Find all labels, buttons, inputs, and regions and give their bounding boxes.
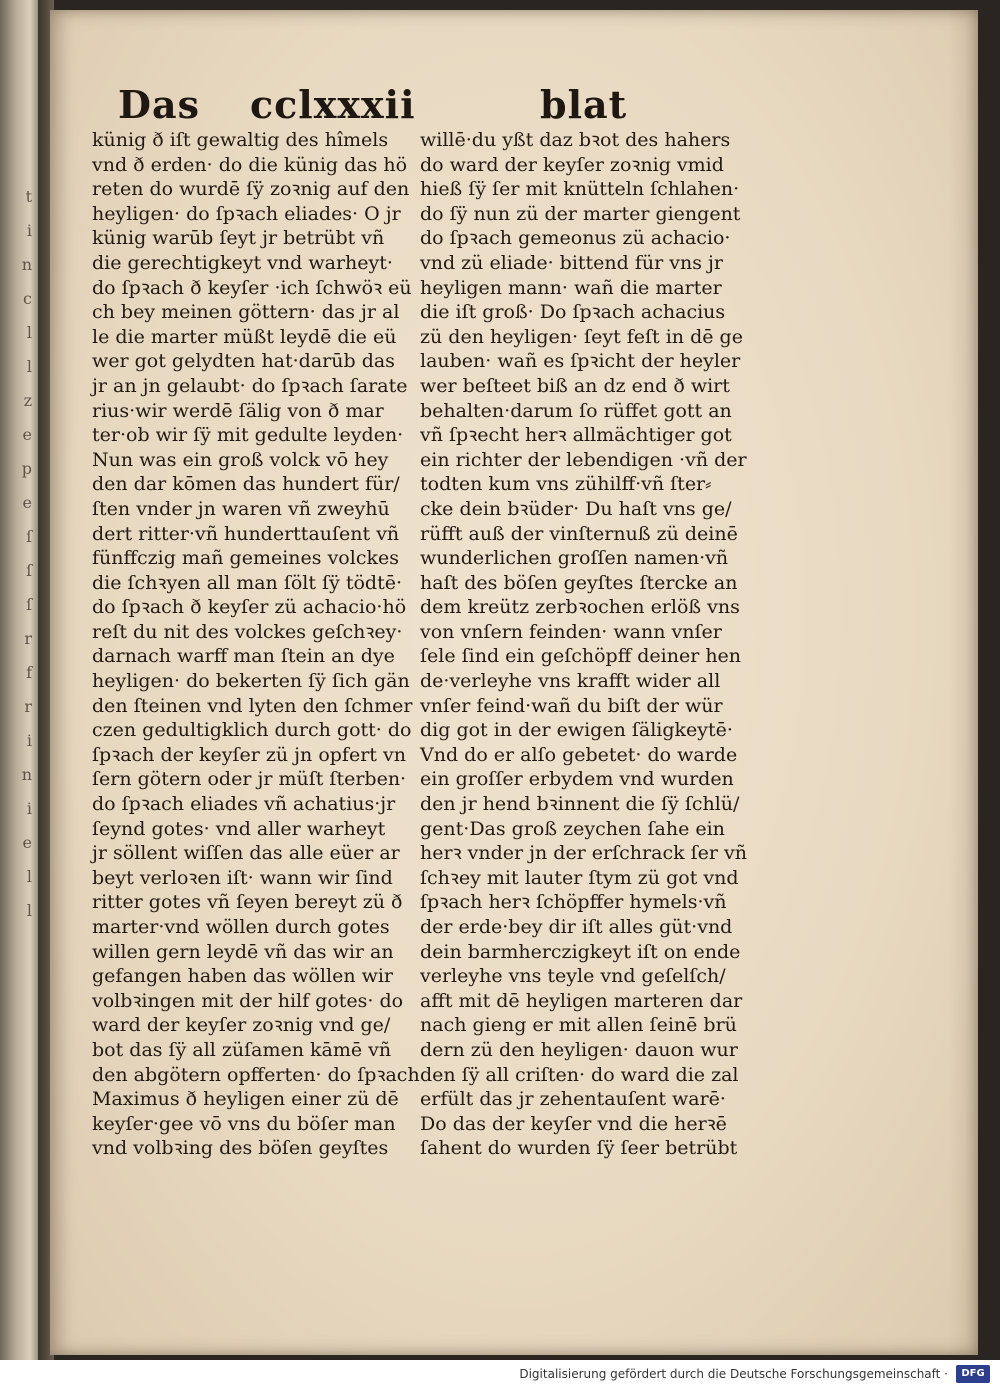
text-line: czen gedultigklich durch gott· do: [92, 719, 412, 742]
text-line: do ſÿ nun zü der marter giengent: [420, 202, 741, 225]
left-page-edge: [0, 0, 40, 1360]
text-line: verleyhe vns teyle vnd geſelſch/: [420, 965, 726, 988]
text-line: künig ð iſt gewaltig des hîmels: [92, 129, 389, 151]
left-edge-mark: ſ: [26, 561, 32, 580]
text-line: jr an jn gelaubt· do ſpꝛach ſarate: [92, 374, 408, 397]
text-line: vñ ſpꝛecht herꝛ allmächtiger got: [420, 424, 732, 447]
text-column-right: [420, 128, 755, 1161]
text-line: wunderlichen groſſen namen·vñ: [420, 547, 729, 570]
text-line: ter·ob wir ſÿ mit gedulte leyden·: [92, 424, 404, 447]
text-line: Nun was ein groß volck vō hey: [92, 448, 389, 471]
text-line: do ſpꝛach ð keyſer ·ich ſchwöꝛ eü: [92, 276, 412, 299]
text-line: heyligen· do ſpꝛach eliades· O jr: [92, 202, 401, 225]
text-line: ſeynd gotes· vnd aller warheyt: [92, 817, 386, 840]
text-column-left: [92, 128, 420, 1161]
text-line: beyt verloꝛen iſt· wann wir ſind: [92, 866, 393, 889]
text-line: jr söllent wiſſen das alle eüer ar: [92, 842, 400, 865]
footer-bar: [0, 1360, 1000, 1389]
text-line: bot das ſÿ all züſamen kāmē vñ: [92, 1038, 392, 1061]
left-edge-mark: i: [26, 731, 32, 750]
text-line: willen gern leydē vñ das wir an: [92, 940, 394, 963]
dfg-logo-icon: DFG: [956, 1365, 990, 1383]
text-line: de·verleyhe vns krafft wider all: [420, 670, 721, 693]
text-line: wer beſteet biß an dz end ð wirt: [420, 374, 730, 397]
left-edge-mark: r: [24, 697, 32, 716]
text-line: ſahent do wurden ſÿ ſeer betrübt: [420, 1137, 738, 1160]
text-line: gefangen haben das wöllen wir: [92, 965, 394, 988]
text-line: heyligen· do bekerten ſÿ ſich gän: [92, 670, 410, 693]
text-line: darnach warff man ſtein an dye: [92, 645, 395, 668]
left-edge-mark: e: [22, 493, 32, 512]
text-line: keyſer·gee vō vns du böſer man: [92, 1112, 396, 1135]
page-right-edge: [948, 10, 978, 1355]
left-edge-mark: c: [23, 289, 32, 308]
left-edge-mark: l: [26, 867, 32, 886]
text-line: zü den heyligen· ſeyt feſt in dē ge: [420, 325, 743, 348]
running-head-left: Das: [118, 82, 200, 127]
text-line: do ſpꝛach eliades vñ achatius·jr: [92, 793, 396, 816]
left-edge-mark: z: [23, 391, 32, 410]
text-line: fünffczig mañ gemeines volckes: [92, 547, 399, 570]
running-head-folio: cclxxxii: [250, 82, 416, 127]
text-line: ein richter der lebendigen ·vñ der: [420, 448, 747, 471]
running-head-right: blat: [540, 82, 628, 127]
text-line: von vnſern feinden· wann vnſer: [420, 620, 722, 643]
left-edge-mark: e: [22, 425, 32, 444]
text-line: vnd zü eliade· bittend für vns jr: [420, 251, 723, 274]
text-line: dem kreütz zerbꝛochen erlöß vns: [420, 596, 740, 619]
left-edge-mark: i: [26, 221, 32, 240]
left-edge-mark: l: [26, 901, 32, 920]
left-edge-mark: e: [22, 833, 32, 852]
left-edge-mark: ſ: [26, 595, 32, 614]
text-line: ſern götern oder jr müſt ſterben·: [92, 768, 407, 791]
text-line: gent·Das groß zeychen ſahe ein: [420, 817, 725, 840]
text-line: todten kum vns zühilff·vñ ſter⸗: [420, 473, 712, 496]
text-line: die gerechtigkeyt vnd warheyt·: [92, 251, 393, 274]
text-line: den abgötern opfferten· do ſpꝛach: [92, 1063, 420, 1086]
text-line: ſele ſind ein geſchöpff deiner hen: [420, 645, 742, 668]
text-line: die iſt groß· Do ſpꝛach achacius: [420, 301, 726, 324]
left-edge-mark: n: [21, 255, 32, 274]
text-line: rius·wir werdē ſälig von ð mar: [92, 399, 384, 422]
text-line: le die marter müßt leydē die eü: [92, 325, 397, 348]
text-line: do ward der keyſer zoꝛnig vmid: [420, 153, 724, 176]
text-line: künig warūb ſeyt jr betrübt vñ: [92, 227, 385, 250]
text-line: ch bey meinen göttern· das jr al: [92, 301, 400, 324]
text-line: cke dein bꝛüder· Du haſt vns ge/: [420, 497, 732, 520]
text-line: der erde·bey dir iſt alles güt·vnd: [420, 916, 733, 938]
text-line: haſt des böſen geyſtes ſtercke an: [420, 571, 738, 594]
text-line: heyligen mann· wañ die marter: [420, 276, 722, 299]
text-line: hieß ſÿ ſer mit knütteln ſchlahen·: [420, 178, 740, 201]
left-edge-mark: l: [26, 357, 32, 376]
text-line: wer got gelydten hat·darūb das: [92, 350, 395, 373]
text-line: vnſer feind·wañ du biſt der wür: [420, 694, 723, 717]
text-line: den ſÿ all criſten· do ward die zal: [420, 1063, 739, 1086]
text-line: dern zü den heyligen· dauon wur: [420, 1038, 738, 1061]
text-line: ritter gotes vñ ſeyen bereyt zü ð: [92, 891, 403, 914]
text-line: do ſpꝛach gemeonus zü achacio·: [420, 227, 731, 250]
text-line: lauben· wañ es ſpꝛicht der heyler: [420, 350, 741, 373]
left-edge-mark: r: [24, 629, 32, 648]
text-line: rüfft auß der vinſternuß zü deinē: [420, 522, 738, 545]
text-line: reten do wurdē ſÿ zoꝛnig auf den: [92, 178, 410, 201]
text-line: behalten·darum ſo rüffet gott an: [420, 399, 732, 422]
text-line: vnd ð erden· do die künig das hö: [92, 153, 408, 176]
text-line: ſten vnder jn waren vñ zweyhū: [92, 497, 390, 520]
left-edge-mark: f: [26, 663, 32, 682]
left-edge-marks: [4, 180, 32, 1080]
text-line: dert ritter·vñ hunderttauſent vñ: [92, 522, 400, 545]
text-line: die ſchꝛyen all man ſölt ſÿ tödtē·: [92, 571, 403, 594]
text-line: do ſpꝛach ð keyſer zü achacio·hö: [92, 596, 407, 619]
text-line: dein barmherczigkeyt iſt on ende: [420, 940, 741, 963]
text-line: afft mit dē heyligen marteren dar: [420, 989, 743, 1012]
text-line: herꝛ vnder jn der erſchrack ſer vñ: [420, 842, 748, 865]
left-edge-mark: n: [21, 765, 32, 784]
text-line: volbꝛingen mit der hilf gotes· do: [92, 989, 404, 1012]
text-line: Vnd do er alſo gebetet· do warde: [420, 743, 738, 766]
text-line: ein groſſer erbydem vnd wurden: [420, 768, 734, 791]
text-line: marter·vnd wöllen durch gotes: [92, 916, 390, 938]
text-line: nach gieng er mit allen ſeinē brü: [420, 1014, 737, 1037]
text-line: Do das der keyſer vnd die herꝛē: [420, 1112, 727, 1135]
text-line: willē·du yßt daz bꝛot des hahers: [420, 129, 731, 151]
text-line: ward der keyſer zoꝛnig vnd ge/: [92, 1014, 391, 1037]
left-edge-mark: t: [25, 187, 32, 206]
text-line: den ſteinen vnd lyten den ſchmer: [92, 694, 413, 717]
text-line: ſpꝛach der keyſer zü jn opfert vn: [92, 743, 406, 766]
text-line: dig got in der ewigen ſäligkeytē·: [420, 719, 733, 742]
left-edge-mark: i: [26, 799, 32, 818]
text-line: vnd volbꝛing des böſen geyſtes: [92, 1137, 389, 1160]
text-line: ſchꝛey mit lauter ſtym zü got vnd: [420, 866, 739, 889]
text-line: den jr hend bꝛinnent die ſÿ ſchlü/: [420, 793, 740, 816]
text-line: ſpꝛach herꝛ ſchöpffer hymels·vñ: [420, 891, 727, 914]
footer-credit: Digitalisierung gefördert durch die Deutsche Forschungsgemeinschaft ·: [519, 1367, 948, 1381]
left-edge-mark: ſ: [26, 527, 32, 546]
text-line: den dar kōmen das hundert für/: [92, 473, 400, 496]
text-line: Maximus ð heyligen einer zü dē: [92, 1088, 399, 1111]
text-line: erfült das jr zehentauſent warē·: [420, 1088, 726, 1111]
text-line: reſt du nit des volckes geſchꝛey·: [92, 620, 403, 643]
left-edge-mark: p: [21, 459, 32, 478]
left-edge-mark: l: [26, 323, 32, 342]
